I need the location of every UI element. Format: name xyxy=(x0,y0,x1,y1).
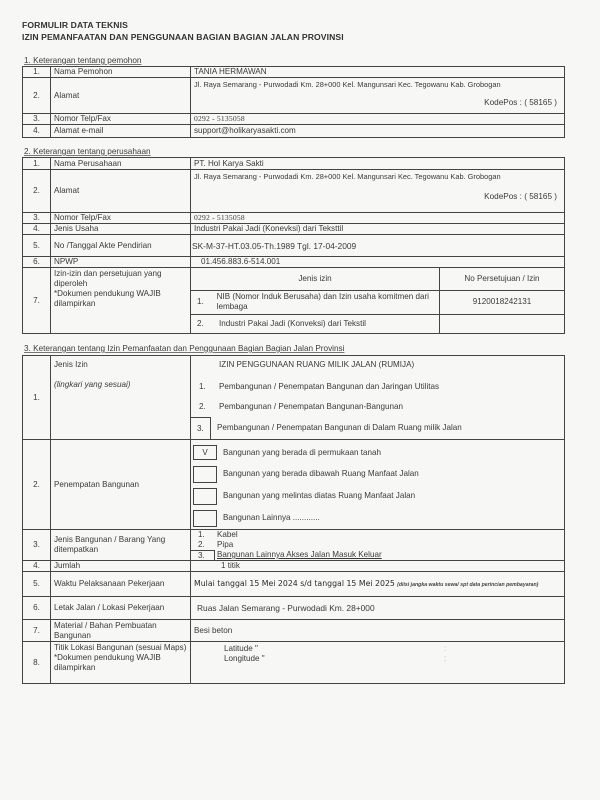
jenis-bangunan-cell xyxy=(191,530,565,561)
applicant-email-value: support@holikaryasakti.com xyxy=(191,125,565,138)
section2-title: 2. Keterangan tentang perusahaan xyxy=(24,147,151,156)
row-number: 2. xyxy=(23,78,51,114)
waktu-value: Mulai tanggal 15 Mei 2024 s/d tanggal 15 Mei 2025 xyxy=(194,578,395,588)
item-text: Pipa xyxy=(217,540,234,549)
letak-value: Ruas Jalan Semarang - Purwodadi Km. 28+000 xyxy=(191,597,565,620)
permit-nomor: 9120018242131 xyxy=(440,290,565,314)
option-text: Pembangunan / Penempatan Bangunan-Bangunan xyxy=(219,402,404,411)
table-row xyxy=(23,597,565,620)
coordinates-cell xyxy=(191,642,565,684)
table-row xyxy=(23,572,565,597)
table-row xyxy=(23,125,565,138)
jenis-izin-option-selected[interactable] xyxy=(191,417,564,439)
row-number: 6. xyxy=(23,597,51,620)
field-label: Jenis Izin xyxy=(54,360,88,369)
table-row xyxy=(23,158,565,170)
material-value: Besi beton xyxy=(191,620,565,642)
table-row xyxy=(23,356,565,440)
checkbox[interactable] xyxy=(193,510,217,527)
permit-row xyxy=(191,314,564,333)
field-label: Material / Bahan Pembuatan Bangunan xyxy=(51,620,191,642)
latitude-row xyxy=(194,644,561,654)
row-number: 2. xyxy=(23,440,51,530)
permit-nomor xyxy=(440,314,565,333)
jenis-izin-label-cell xyxy=(51,356,191,440)
field-label: NPWP xyxy=(51,257,191,268)
table-row xyxy=(23,114,565,125)
waktu-cell xyxy=(191,572,565,597)
column-header-nomor: No Persetujuan / Izin xyxy=(440,268,565,290)
row-number: 3. xyxy=(23,213,51,224)
permits-note: *Dokumen pendukung WAJIB dilampirkan xyxy=(54,289,161,308)
table-row xyxy=(23,530,565,561)
placement-option[interactable] xyxy=(193,463,564,485)
permits-header-row xyxy=(191,268,564,290)
permit-number: 2. xyxy=(197,318,204,328)
applicant-phone-value: 0292 - 5135058 xyxy=(191,114,565,125)
latitude-label: Latitude " xyxy=(224,644,258,653)
table-row xyxy=(23,642,565,684)
row-number: 8. xyxy=(23,642,51,684)
field-label: Jenis Usaha xyxy=(51,224,191,235)
building-item-selected xyxy=(191,550,564,560)
permit-row xyxy=(191,290,564,314)
field-label: Nama Pemohon xyxy=(51,67,191,78)
option-text: Bangunan yang melintas diatas Ruang Manfaat Jalan xyxy=(223,491,416,500)
permit-jenis: Industri Pakai Jadi (Konveksi) dari Tekstil xyxy=(219,318,366,328)
checkbox[interactable] xyxy=(193,488,217,505)
field-label: Jumlah xyxy=(51,561,191,572)
field-label: Nomor Telp/Fax xyxy=(51,114,191,125)
longitude-label: Longitude " xyxy=(224,654,265,663)
item-number: 3. xyxy=(191,550,215,560)
table-row xyxy=(23,78,565,114)
jenis-izin-option[interactable] xyxy=(191,397,564,417)
row-number: 1. xyxy=(23,158,51,170)
option-text: Bangunan Lainnya ............ xyxy=(223,513,320,522)
form-subtitle: IZIN PEMANFAATAN DAN PENGGUNAAN BAGIAN BAGIAN JALAN PROVINSI xyxy=(22,32,344,42)
permits-table xyxy=(191,268,564,333)
field-label: Alamat xyxy=(51,170,191,213)
table-row xyxy=(23,67,565,78)
row-number: 3. xyxy=(23,114,51,125)
row-number: 4. xyxy=(23,125,51,138)
permit-jenis-cell xyxy=(191,290,440,314)
jumlah-value: 1 titik xyxy=(191,561,565,572)
applicant-name-value: TANIA HERMAWAN xyxy=(191,67,565,78)
permit-jenis: NIB (Nomor Induk Berusaha) dan Izin usaha komitmen dari lembaga xyxy=(216,292,429,311)
jenis-izin-heading: IZIN PENGGUNAAN RUANG MILIK JALAN (RUMIJA) xyxy=(219,360,415,369)
placement-option[interactable] xyxy=(193,485,564,507)
company-postcode: KodePos : ( 58165 ) xyxy=(484,192,557,201)
penempatan-options-cell xyxy=(191,440,565,530)
option-text: Pembangunan / Penempatan Bangunan di Dalam Ruang milik Jalan xyxy=(217,423,462,432)
table-row xyxy=(23,235,565,257)
row-number: 5. xyxy=(23,572,51,597)
table-row xyxy=(23,213,565,224)
jenis-izin-option[interactable] xyxy=(191,377,564,397)
option-text: Bangunan yang berada dibawah Ruang Manfaat Jalan xyxy=(223,469,419,478)
row-number: 4. xyxy=(23,224,51,235)
applicant-address-cell xyxy=(191,78,565,114)
table-row xyxy=(23,620,565,642)
jenis-izin-options-cell xyxy=(191,356,565,440)
npwp-value: 01.456.883.6-514.001 xyxy=(191,257,565,268)
row-number: 1. xyxy=(23,356,51,440)
row-number: 7. xyxy=(23,620,51,642)
company-name-value: PT. Hol Karya Sakti xyxy=(191,158,565,170)
permit-number: 1. xyxy=(197,297,204,306)
row-number: 5. xyxy=(23,235,51,257)
building-item xyxy=(191,530,564,540)
applicant-table xyxy=(22,66,565,138)
table-row xyxy=(23,257,565,268)
row-number: 2. xyxy=(23,170,51,213)
section1-title: 1. Keterangan tentang pemohon xyxy=(24,56,142,65)
field-label: Letak Jalan / Lokasi Pekerjaan xyxy=(51,597,191,620)
checkbox[interactable] xyxy=(193,466,217,483)
latitude-separator: : xyxy=(444,644,447,653)
table-row xyxy=(23,268,565,334)
table-row xyxy=(23,224,565,235)
permit-jenis-cell xyxy=(191,314,440,333)
section3-title: 3. Keterangan tentang Izin Pemanfaatan dan Penggunaan Bagian Bagian Jalan Provinsi xyxy=(24,344,345,353)
form-title: FORMULIR DATA TEKNIS xyxy=(22,20,128,30)
option-text: Pembangunan / Penempatan Bangunan dan Jaringan Utilitas xyxy=(219,382,440,391)
placement-option[interactable] xyxy=(193,507,564,529)
option-number: 1. xyxy=(199,382,206,391)
row-number: 1. xyxy=(23,67,51,78)
option-number: 3. xyxy=(191,417,211,439)
longitude-separator: : xyxy=(444,654,447,663)
table-row xyxy=(23,170,565,213)
item-number: 2. xyxy=(198,540,205,549)
applicant-postcode: KodePos : ( 58165 ) xyxy=(484,98,557,107)
field-label: Alamat e-mail xyxy=(51,125,191,138)
longitude-row xyxy=(194,654,561,664)
column-header-jenis: Jenis izin xyxy=(191,268,440,290)
table-row xyxy=(23,561,565,572)
field-note: *Dokumen pendukung WAJIB dilampirkan xyxy=(54,653,161,672)
option-number: 2. xyxy=(199,402,206,411)
waktu-note: (diisi jangka waktu sewa/ spt data perincian pembayaran) xyxy=(397,581,539,588)
deed-number-value: SK-M-37-HT.03.05-Th.1989 Tgl. 17-04-2009 xyxy=(191,235,565,257)
field-label: Nama Perusahaan xyxy=(51,158,191,170)
permits-label-cell xyxy=(51,268,191,334)
field-label: Waktu Pelaksanaan Pekerjaan xyxy=(51,572,191,597)
option-text: Bangunan yang berada di permukaan tanah xyxy=(223,447,381,457)
field-hint: (lingkari yang sesuai) xyxy=(54,380,131,389)
row-number: 3. xyxy=(23,530,51,561)
field-label: Nomor Telp/Fax xyxy=(51,213,191,224)
item-number: 1. xyxy=(198,530,205,539)
company-address-cell xyxy=(191,170,565,213)
field-label: Alamat xyxy=(51,78,191,114)
placement-option[interactable] xyxy=(193,442,564,463)
field-label: No /Tanggal Akte Pendirian xyxy=(51,235,191,257)
row-number: 6. xyxy=(23,257,51,268)
company-phone-value: 0292 - 5135058 xyxy=(191,213,565,224)
table-row xyxy=(23,440,565,530)
building-item xyxy=(191,540,564,550)
field-label: Penempatan Bangunan xyxy=(51,440,191,530)
business-type-value: Industri Pakai Jadi (Konevksi) dari Teksttil xyxy=(191,224,565,235)
field-label: Titik Lokasi Bangunan (sesuai Maps) xyxy=(54,643,187,652)
row-number: 7. xyxy=(23,268,51,334)
titik-label-cell xyxy=(51,642,191,684)
company-table xyxy=(22,157,565,334)
permits-label: Izin-izin dan persetujuan yang diperoleh xyxy=(54,269,162,288)
row-number: 4. xyxy=(23,561,51,572)
item-text: Bangunan Lainnya Akses Jalan Masuk Keluar xyxy=(217,550,382,559)
permits-cell xyxy=(191,268,565,334)
field-label: Jenis Bangunan / Barang Yang ditempatkan xyxy=(51,530,191,561)
permit-usage-table xyxy=(22,355,565,684)
item-text: Kabel xyxy=(217,530,238,539)
checkbox-checked[interactable]: V xyxy=(193,445,217,460)
applicant-address-value: Jl. Raya Semarang - Purwodadi Km. 28+000 Kel. Mangunsari Kec. Tegowanu Kab. Grobogan xyxy=(194,80,501,89)
company-address-value: Jl. Raya Semarang - Purwodadi Km. 28+000 Kel. Mangunsari Kec. Tegowanu Kab. Grobogan xyxy=(194,172,501,181)
